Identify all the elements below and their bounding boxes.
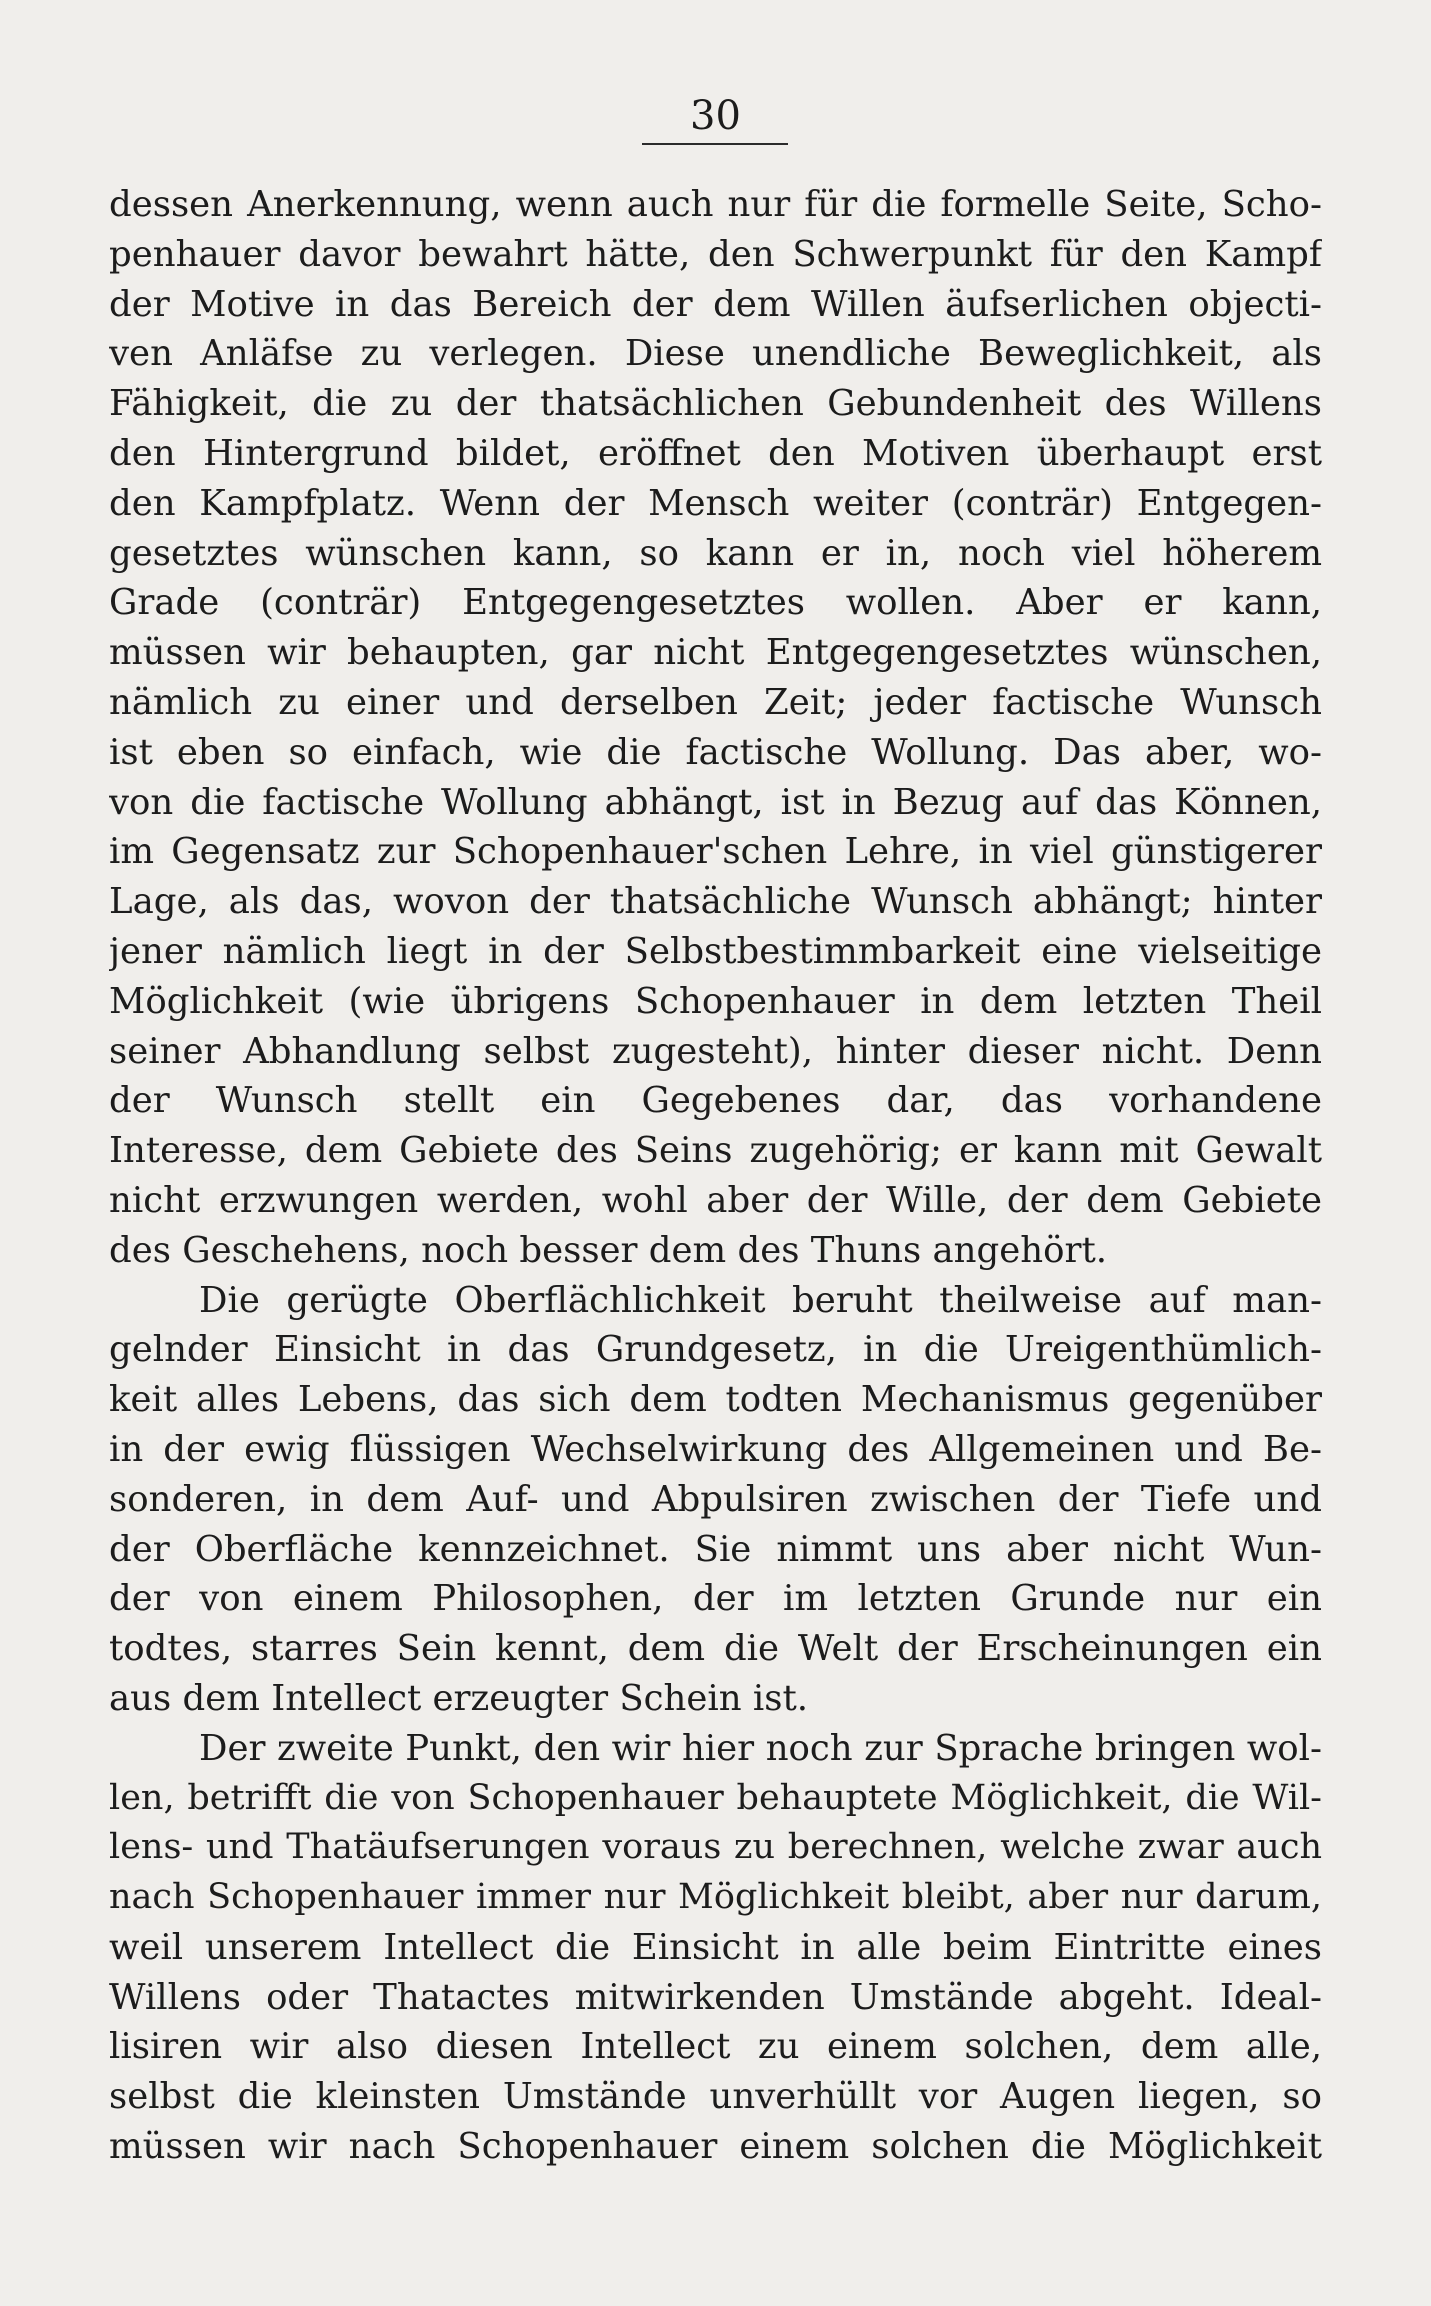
text-line: gesetztes wünschen kann, so kann er in, noch viel höherem — [109, 532, 1322, 574]
text-line: weil unserem Intellect die Einsicht in alle beim Eintritte eines — [109, 1926, 1322, 1968]
paragraph-start-line: Der zweite Punkt, den wir hier noch zur Sprache bringen wol- — [199, 1727, 1322, 1769]
text-line: der Oberfläche kennzeichnet. Sie nimmt uns aber nicht Wun- — [109, 1528, 1322, 1570]
text-line: keit alles Lebens, das sich dem todten Mechanismus gegenüber — [109, 1379, 1322, 1421]
text-line: nach Schopenhauer immer nur Möglichkeit bleibt, aber nur darum, — [109, 1877, 1322, 1918]
text-line: seiner Abhandlung selbst zugesteht), hinter dieser nicht. Denn — [109, 1030, 1322, 1072]
text-line: Möglichkeit (wie übrigens Schopenhauer in dem letzten Theil — [109, 980, 1322, 1022]
text-line: nämlich zu einer und derselben Zeit; jeder factische Wunsch — [109, 681, 1322, 723]
text-line: müssen wir nach Schopenhauer einem solchen die Möglichkeit — [109, 2126, 1322, 2168]
body-text — [109, 180, 1322, 2172]
text-line: lisiren wir also diesen Intellect zu einem solchen, dem alle, — [109, 2026, 1322, 2068]
text-line: Fähigkeit, die zu der thatsächlichen Gebundenheit des Willens — [109, 383, 1322, 425]
text-line: jener nämlich liegt in der Selbstbestimmbarkeit eine vielseitige — [109, 930, 1322, 972]
page-number: 30 — [690, 93, 741, 139]
text-line: lens- und Thatäufserungen voraus zu berechnen, welche zwar auch — [109, 1827, 1322, 1868]
text-line: von die factische Wollung abhängt, ist in Bezug auf das Können, — [109, 781, 1322, 823]
text-line: Interesse, dem Gebiete des Seins zugehörig; er kann mit Gewalt — [109, 1130, 1322, 1172]
text-line: der von einem Philosophen, der im letzten Grunde nur ein — [109, 1578, 1322, 1620]
text-line: sonderen, in dem Auf- und Abpulsiren zwischen der Tiefe und — [109, 1478, 1322, 1520]
text-line: Grade (conträr) Entgegengesetztes wollen. Aber er kann, — [109, 582, 1322, 624]
text-line: todtes, starres Sein kennt, dem die Welt der Erscheinungen ein — [109, 1628, 1322, 1670]
text-line: aus dem Intellect erzeugter Schein ist. — [109, 1677, 809, 1719]
text-line: len, betrifft die von Schopenhauer behauptete Möglichkeit, die Wil- — [109, 1777, 1322, 1818]
text-line: müssen wir behaupten, gar nicht Entgegengesetztes wünschen, — [109, 632, 1322, 674]
text-line: dessen Anerkennung, wenn auch nur für die formelle Seite, Scho- — [109, 184, 1322, 225]
text-line: penhauer davor bewahrt hätte, den Schwerpunkt für den Kampf — [109, 233, 1322, 275]
paragraph-start-line: Die gerügte Oberflächlichkeit beruht theilweise auf man- — [199, 1279, 1322, 1321]
text-line: der Wunsch stellt ein Gegebenes dar, das vorhandene — [109, 1080, 1322, 1122]
text-line: den Hintergrund bildet, eröffnet den Motiven überhaupt erst — [109, 432, 1322, 474]
text-line: ven Anläfse zu verlegen. Diese unendliche Beweglichkeit, als — [109, 333, 1322, 375]
text-line: gelnder Einsicht in das Grundgesetz, in die Ureigenthümlich- — [109, 1329, 1322, 1371]
text-line: in der ewig flüssigen Wechselwirkung des Allgemeinen und Be- — [109, 1428, 1322, 1470]
text-line: des Geschehens, noch besser dem des Thuns angehört. — [109, 1229, 1108, 1271]
text-line: selbst die kleinsten Umstände unverhüllt vor Augen liegen, so — [109, 2076, 1322, 2118]
text-line: der Motive in das Bereich der dem Willen äufserlichen objecti- — [109, 283, 1322, 325]
text-line: nicht erzwungen werden, wohl aber der Wille, der dem Gebiete — [109, 1179, 1322, 1221]
text-line: den Kampfplatz. Wenn der Mensch weiter (conträr) Entgegen- — [109, 482, 1322, 524]
header-rule — [642, 143, 788, 145]
text-line: Willens oder Thatactes mitwirkenden Umstände abgeht. Ideal- — [109, 1976, 1322, 2018]
text-line: Lage, als das, wovon der thatsächliche Wunsch abhängt; hinter — [109, 881, 1322, 923]
text-line: im Gegensatz zur Schopenhauer'schen Lehre, in viel günstigerer — [109, 831, 1322, 873]
text-line: ist eben so einfach, wie die factische Wollung. Das aber, wo- — [109, 731, 1322, 773]
